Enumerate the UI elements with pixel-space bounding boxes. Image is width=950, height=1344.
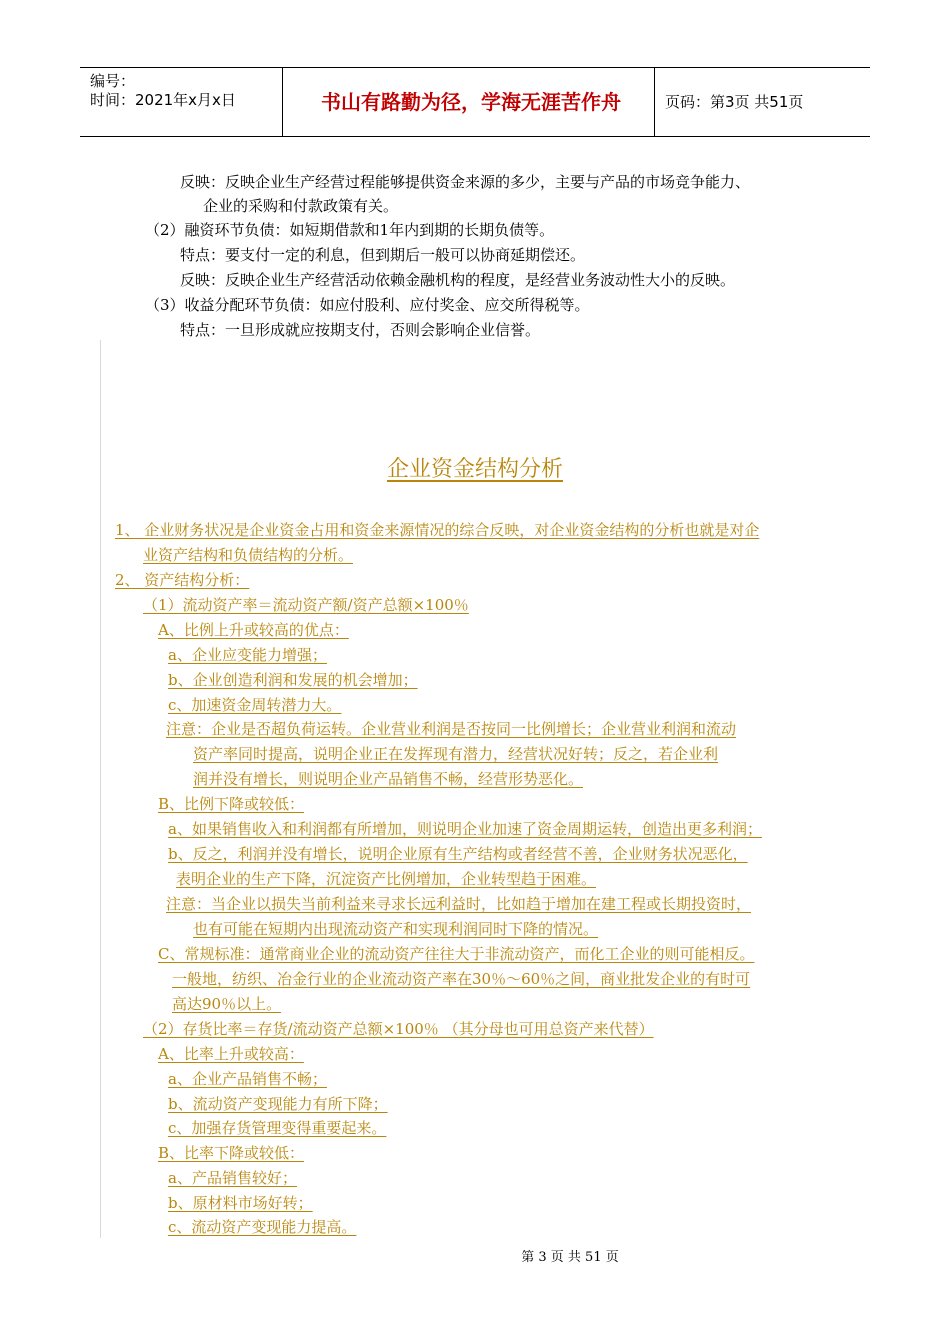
intro-line: 企业的采购和付款政策有关。 [203, 197, 399, 215]
intro-line: 特点：一旦形成就应按期支付，否则会影响企业信誉。 [180, 321, 541, 339]
body-line: 注意：当企业以损失当前利益来寻求长远利益时，比如趋于增加在建工程或长期投资时， [166, 895, 752, 913]
body-line: 润并没有增长，则说明企业产品销售不畅，经营形势恶化。 [193, 770, 584, 788]
body-line: c、加强存货管理变得重要起来。 [168, 1119, 387, 1137]
body-line: C、常规标准：通常商业企业的流动资产往往大于非流动资产，而化工企业的则可能相反。 [158, 945, 755, 963]
page-header [80, 67, 870, 137]
body-line: 注意：企业是否超负荷运转。企业营业利润是否按同一比例增长；企业营业利润和流动 [166, 720, 737, 738]
body-line: c、加速资金周转潜力大。 [168, 696, 342, 714]
body-line: 资产率同时提高，说明企业正在发挥现有潜力，经营状况好转；反之，若企业利 [193, 745, 719, 763]
body-line: A、比例上升或较高的优点： [158, 621, 349, 639]
body-line: 表明企业的生产下降，沉淀资产比例增加，企业转型趋于困难。 [176, 870, 597, 888]
body-line: a、产品销售较好； [168, 1169, 297, 1187]
section-title: 企业资金结构分析 [386, 457, 563, 482]
header-page-info: 页码：第3页 共51页 [665, 93, 804, 111]
time-label: 时间：2021年x月x日 [90, 91, 236, 109]
body-line: b、流动资产变现能力有所下降； [168, 1095, 388, 1113]
body-line: b、反之，利润并没有增长，说明企业原有生产结构或者经营不善，企业财务状况恶化， [168, 845, 748, 863]
page-footer [0, 1246, 950, 1265]
body-line: a、企业产品销售不畅； [168, 1070, 327, 1088]
intro-line: 特点：要支付一定的利息，但到期后一般可以协商延期偿还。 [180, 246, 586, 264]
header-divider [282, 68, 283, 136]
body-line: 高达90％以上。 [172, 995, 282, 1013]
header-motto: 书山有路勤为径，学海无涯苦作舟 [321, 90, 621, 114]
header-meta [90, 72, 236, 110]
body-line: 也有可能在短期内出现流动资产和实现利润同时下降的情况。 [193, 920, 599, 938]
body-line: A、比率上升或较高： [158, 1045, 304, 1063]
body-line: 业资产结构和负债结构的分析。 [143, 546, 354, 564]
intro-line: 反映：反映企业生产经营过程能够提供资金来源的多少，主要与产品的市场竞争能力、 [180, 173, 751, 191]
body-line: a、如果销售收入和利润都有所增加，则说明企业加速了资金周期运转，创造出更多利润； [168, 820, 762, 838]
intro-line: （2）融资环节负债：如短期借款和1年内到期的长期负债等。 [145, 221, 555, 239]
body-line: 2、 资产结构分析： [115, 571, 250, 589]
body-line: c、流动资产变现能力提高。 [168, 1218, 357, 1236]
header-divider [654, 68, 655, 136]
body-line: B、比例下降或较低： [158, 795, 305, 813]
intro-line: 反映：反映企业生产经营活动依赖金融机构的程度，是经营业务波动性大小的反映。 [180, 271, 736, 289]
body-line: 1、 企业财务状况是企业资金占用和资金来源情况的综合反映，对企业资金结构的分析也就是对企 [115, 521, 760, 539]
footer-page-number: 第 3 页 共 51 页 [521, 1250, 619, 1265]
number-label: 编号： [90, 72, 136, 90]
body-line: （1）流动资产率＝流动资产额/资产总额×100％ [143, 596, 469, 614]
body-line: 一般地，纺织、冶金行业的企业流动资产率在30％～60％之间，商业批发企业的有时可 [172, 970, 751, 988]
body-line: a、企业应变能力增强； [168, 646, 327, 664]
body-line: b、原材料市场好转； [168, 1194, 313, 1212]
body-line: B、比率下降或较低： [158, 1144, 305, 1162]
body-line: b、企业创造利润和发展的机会增加； [168, 671, 418, 689]
body-line: （2）存货比率＝存货/流动资产总额×100％ （其分母也可用总资产来代替） [143, 1020, 654, 1038]
intro-line: （3）收益分配环节负债：如应付股利、应付奖金、应交所得税等。 [145, 296, 590, 314]
